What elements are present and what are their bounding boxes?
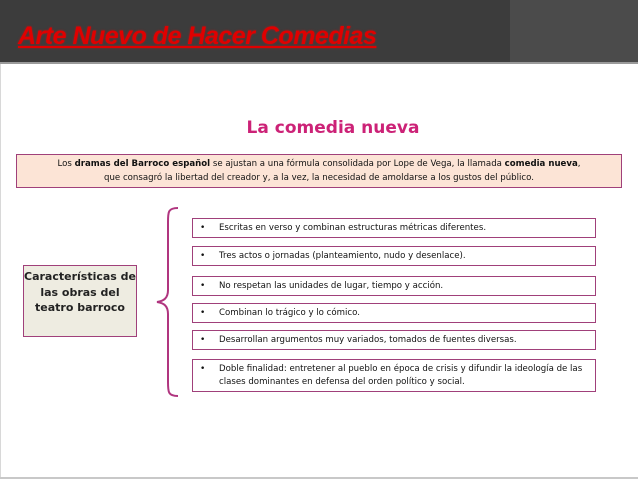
slide-header (0, 0, 638, 63)
intro-box (16, 154, 622, 188)
intro-line-2: que consagró la libertad del creador y, a la vez, la necesidad de amoldarse a los gustos del público. (104, 173, 534, 183)
characteristic-item (192, 218, 596, 238)
slide-subtitle: La comedia nueva (246, 118, 420, 138)
characteristic-item (192, 359, 596, 392)
characteristic-item (192, 246, 596, 266)
intro-line-1 (17, 157, 621, 171)
item-text: Tres actos o jornadas (planteamiento, nudo y desenlace). (219, 251, 466, 261)
slide-title: Arte Nuevo de Hacer Comedias (18, 22, 377, 50)
header-divider (0, 62, 638, 64)
item-text: Escritas en verso y combinan estructuras métricas diferentes. (219, 223, 487, 233)
characteristics-label-box: Características de las obras del teatro barroco (23, 265, 137, 337)
intro-text: , (577, 159, 581, 169)
intro-text: se ajustan a una fórmula consolidada por Lope de Vega, la llamada (210, 159, 505, 169)
bullet-icon: • (200, 251, 206, 261)
characteristic-item (192, 303, 596, 323)
bullet-icon: • (200, 308, 206, 318)
bullet-icon: • (200, 335, 206, 345)
curly-brace-icon (152, 206, 182, 398)
item-text: Combinan lo trágico y lo cómico. (219, 308, 360, 318)
item-text: Doble finalidad: entretener al pueblo en época de crisis y difundir la ideología de las clases dominantes en defensa del orden político y social. (219, 364, 583, 387)
bullet-icon: • (200, 364, 206, 374)
characteristic-item (192, 276, 596, 296)
bullet-icon: • (200, 223, 206, 233)
header-right-panel (510, 0, 638, 63)
intro-bold-term: comedia nueva (504, 159, 578, 169)
characteristic-item (192, 330, 596, 350)
item-text: Desarrollan argumentos muy variados, tomados de fuentes diversas. (219, 335, 517, 345)
bullet-icon: • (200, 281, 206, 291)
intro-bold-term: dramas del Barroco español (74, 159, 211, 169)
item-text: No respetan las unidades de lugar, tiempo y acción. (219, 281, 444, 291)
intro-text: Los (57, 159, 75, 169)
